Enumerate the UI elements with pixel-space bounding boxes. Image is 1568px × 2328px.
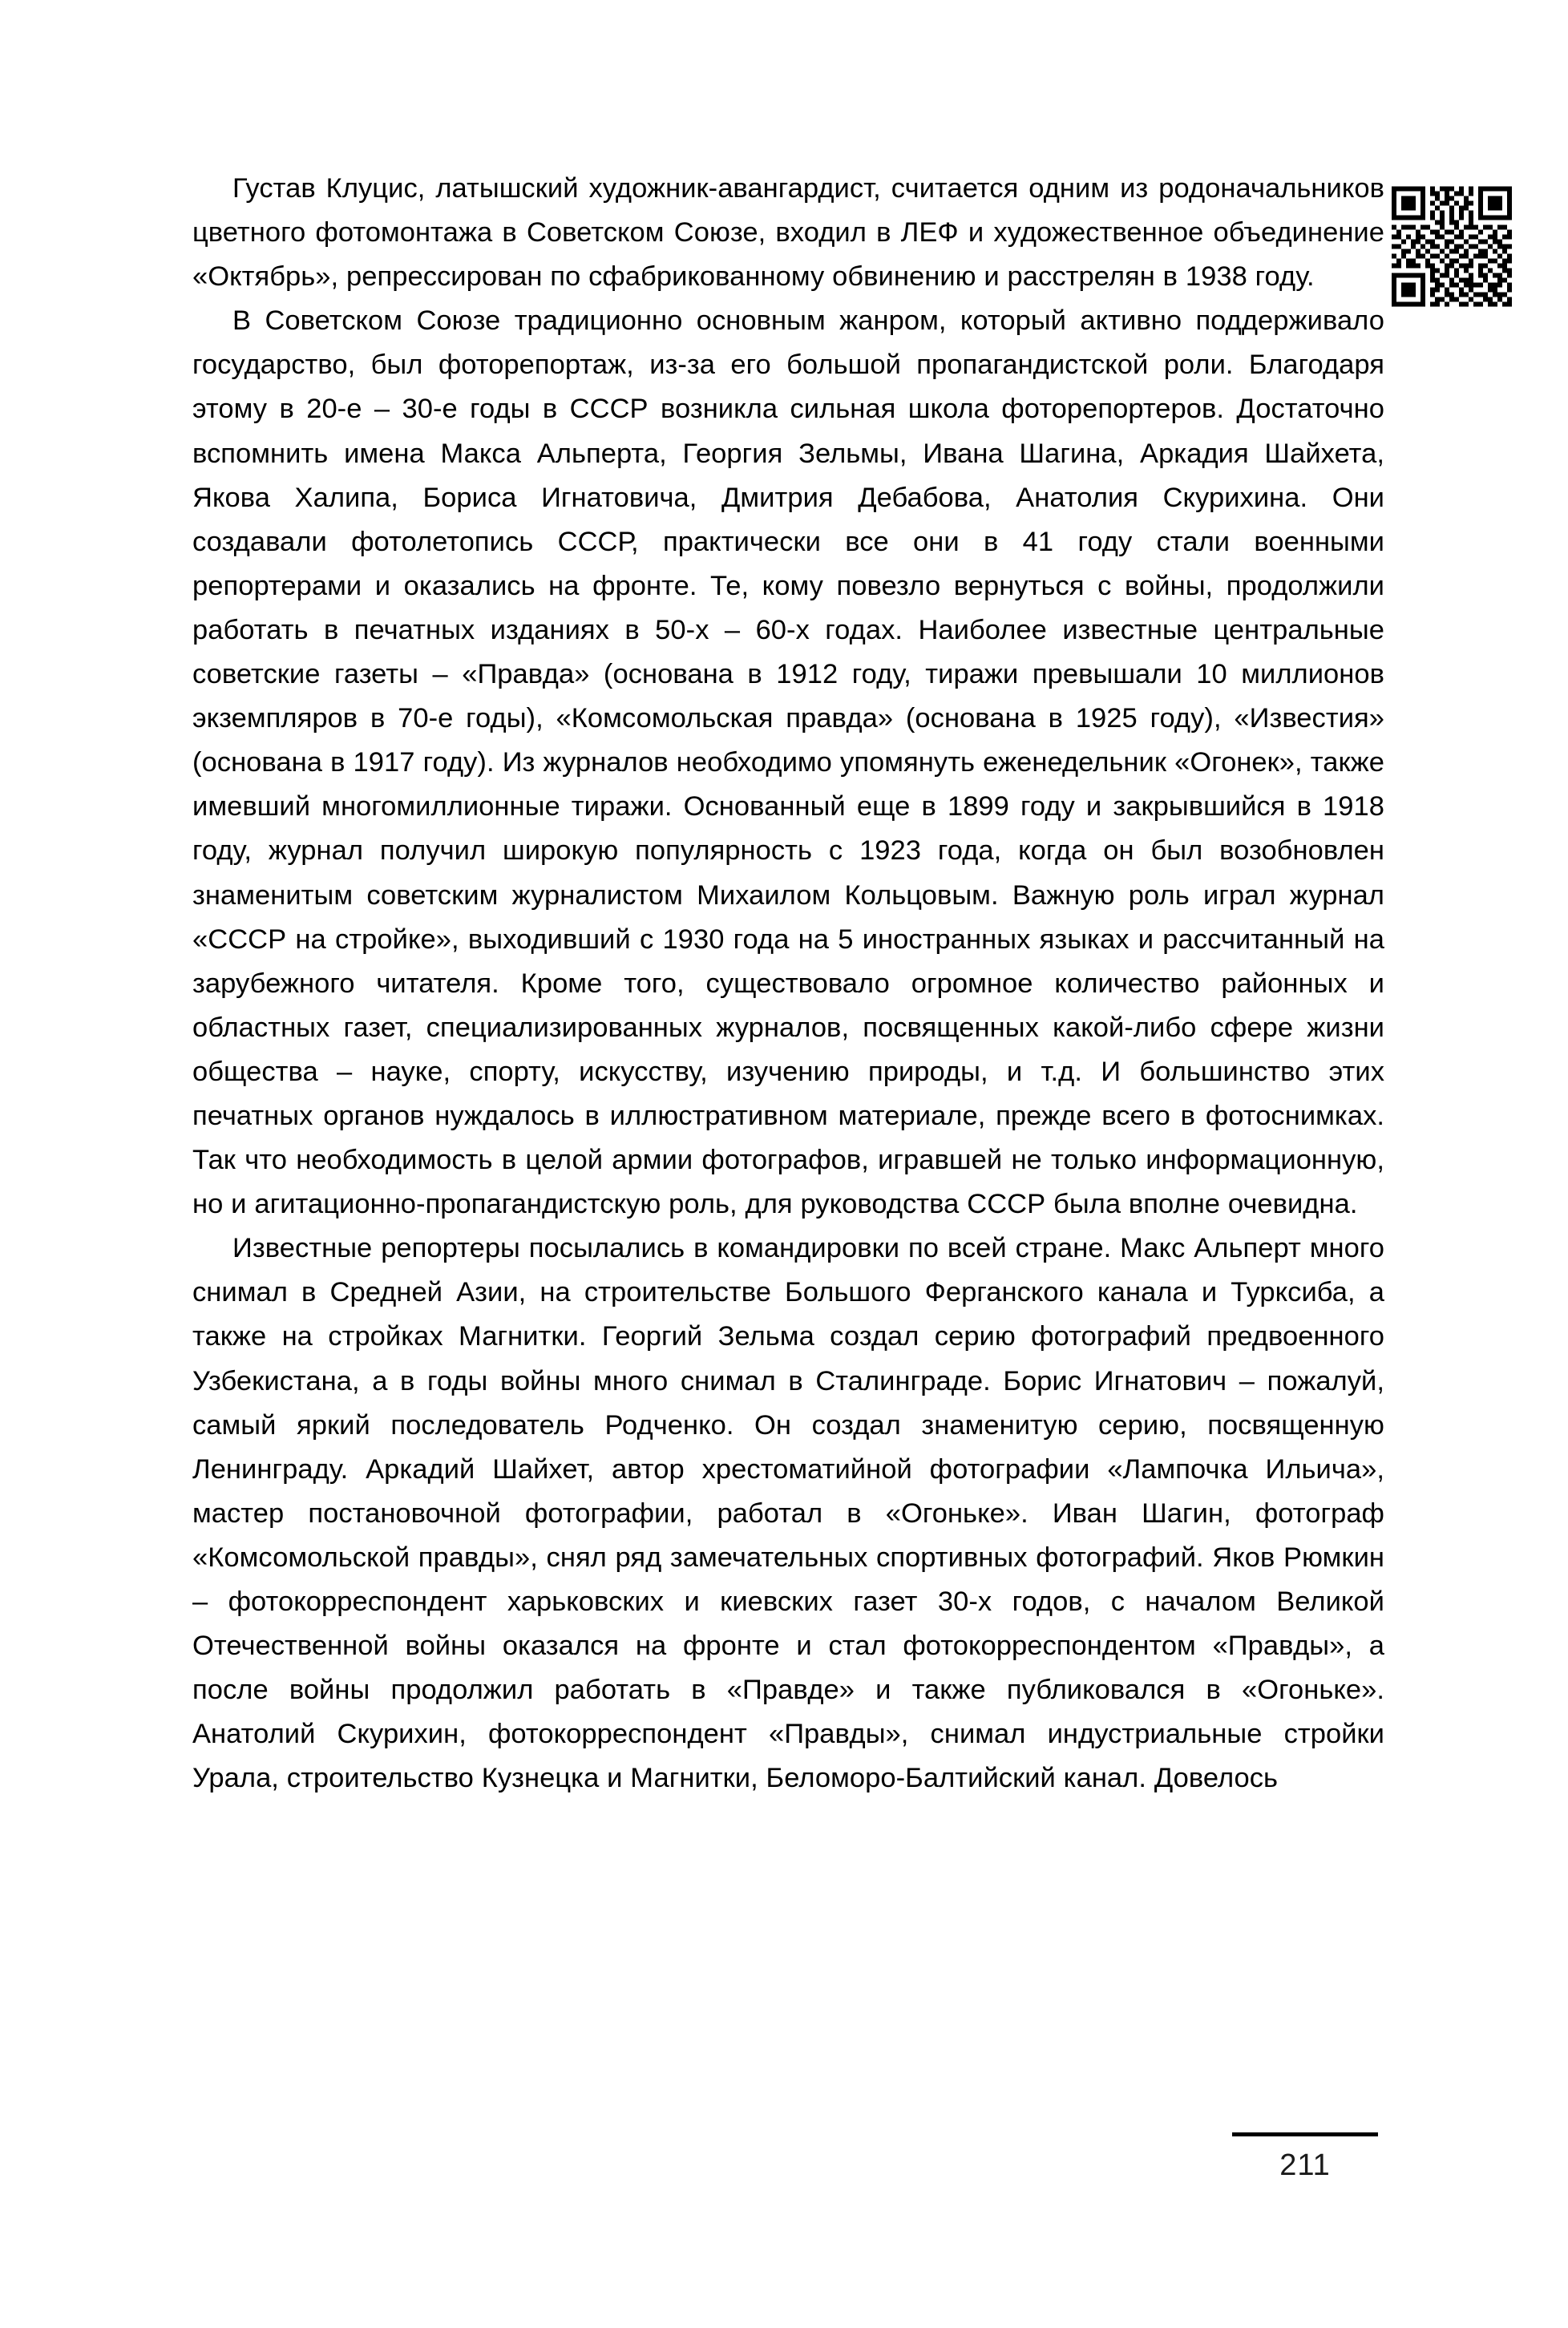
page-number: 211 [1279, 2148, 1331, 2182]
footer-divider [1232, 2132, 1378, 2136]
qr-code-icon [1392, 186, 1512, 307]
page-footer [1232, 2132, 1384, 2183]
body-text-column [192, 167, 1384, 1801]
paragraph-3: Известные репортеры посылались в командировки по всей стране. Макс Альперт много снимал в Средней Азии, на строительстве Большого Ферганского канала и Турксиба, а также на стройках Магнитки. Георгий Зельма создал серию фотографий предвоенного Узбекистана, а в годы войны много снимал в Сталинграде. Борис Игнатович – пожалуй, самый яркий последователь Родченко. Он создал знаменитую серию, посвященную Ленинграду. Аркадий Шайхет, автор хрестоматийной фотографии «Лампочка Ильича», мастер постановочной фотографии, работал в «Огоньке». Иван Шагин, фотограф «Комсомольской правды», снял ряд замечательных спортивных фотографий. Яков Рюмкин – фотокорреспондент харьковских и киевских газет 30-х годов, с началом Великой Отечественной войны оказался на фронте и стал фотокорреспондентом «Правды», а после войны продолжил работать в «Правде» и также публиковался в «Огоньке». Анатолий Скурихин, фотокорреспондент «Правды», снимал индустриальные стройки Урала, строительство Кузнецка и Магнитки, Беломоро-Балтийский канал. Довелось [192, 1233, 1384, 1794]
paragraph-1: Густав Клуцис, латышский художник-авангардист, считается одним из родоначальников цветного фотомонтажа в Советском Союзе, входил в ЛЕФ и художественное объединение «Октябрь», репрессирован по сфабрикованному обвинению и расстрелян в 1938 году. [192, 173, 1384, 293]
paragraph-2: В Советском Союзе традиционно основным жанром, который активно поддерживало государство, был фоторепортаж, из-за его большой пропагандистской роли. Благодаря этому в 20-е – 30-е годы в СССР возникла сильная школа фоторепортеров. Достаточно вспомнить имена Макса Альперта, Георгия Зельмы, Ивана Шагина, Аркадия Шайхета, Якова Халипа, Бориса Игнатовича, Дмитрия Дебабова, Анатолия Скурихина. Они создавали фотолетопись СССР, практически все они в 41 году стали военными репортерами и оказались на фронте. Те, кому повезло вернуться с войны, продолжили работать в печатных изданиях в 50-х – 60-х годах. Наиболее известные центральные советские газеты – «Правда» (основана в 1912 году, тиражи превышали 10 миллионов экземпляров в 70-е годы), «Комсомольская правда» (основана в 1925 году), «Известия» (основана в 1917 году). Из журналов необходимо упомянуть еженедельник «Огонек», также имевший многомиллионные тиражи. Основанный еще в 1899 году и закрывшийся в 1918 году, журнал получил широкую популярность с 1923 года, когда он был возобновлен знаменитым советским журналистом Михаилом Кольцовым. Важную роль играл журнал «СССР на стройке», выходивший с 1930 года на 5 иностранных языках и рассчитанный на зарубежного читателя. Кроме того, существовало огромное количество районных и областных газет, специализированных журналов, посвященных какой-либо сфере жизни общества – науке, спорту, искусству, изучению природы, и т.д. И большинство этих печатных органов нуждалось в иллюстративном материале, прежде всего в фотоснимках. Так что необходимость в целой армии фотографов, игравшей не только информационную, но и агитационно-пропагандистскую роль, для руководства СССР была вполне очевидна. [192, 305, 1384, 1220]
